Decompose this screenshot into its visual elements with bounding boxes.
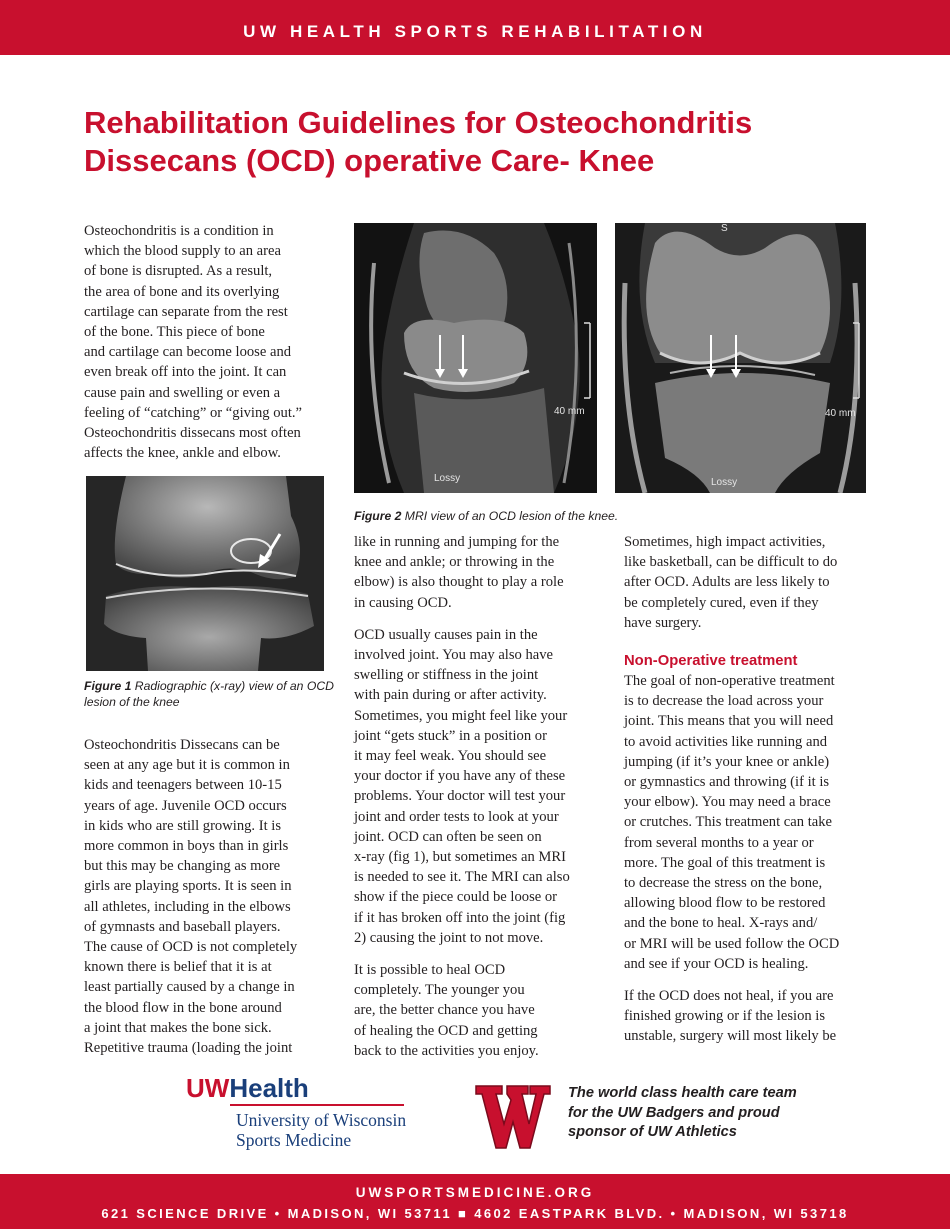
text-line: in kids who are still growing. It is xyxy=(84,817,282,834)
text-line: your elbow). You may need a brace xyxy=(624,794,831,811)
text-line: x-ray (fig 1), but sometimes an MRI xyxy=(354,849,566,866)
text-line: of healing the OCD and getting xyxy=(354,1022,538,1039)
text-line: completely. The younger you xyxy=(354,982,525,999)
text-line: involved joint. You may also have xyxy=(354,647,554,664)
logo-sub-line-2: Sports Medicine xyxy=(236,1130,352,1150)
text-line: Sometimes, high impact activities, xyxy=(624,534,826,550)
title-line-1: Rehabilitation Guidelines for Osteochondritis xyxy=(84,105,753,140)
text-line: knee and ankle; or throwing in the xyxy=(354,554,555,571)
text-line: Osteochondritis dissecans most often xyxy=(84,425,301,442)
mri-right-scale: 40 mm xyxy=(825,408,856,419)
text-line: or crutches. This treatment can take xyxy=(624,814,833,831)
caption-line: Radiographic (x-ray) view of an OCD xyxy=(134,679,334,693)
text-line: swelling or stiffness in the joint xyxy=(354,667,539,684)
footer-banner xyxy=(0,1174,950,1229)
text-line: which the blood supply to an area xyxy=(84,243,281,260)
text-line: If the OCD does not heal, if you are xyxy=(624,988,834,1005)
text-line: least partially caused by a change in xyxy=(84,979,295,996)
logo-uw: UW xyxy=(186,1073,230,1103)
text-line: more common in boys than in girls xyxy=(84,838,289,855)
text-line: is to decrease the load across your xyxy=(624,693,824,710)
text-line: be completely cured, even if they xyxy=(624,594,819,611)
text-line: Repetitive trauma (loading the joint xyxy=(84,1040,293,1057)
text-line: or MRI will be used follow the OCD xyxy=(624,935,840,952)
text-line: all athletes, including in the elbows xyxy=(84,898,291,915)
text-line: cause pain and swelling or even a xyxy=(84,384,281,401)
text-line: a joint that makes the bone sick. xyxy=(84,1019,272,1036)
header-banner: UW HEALTH SPORTS REHABILITATION xyxy=(0,0,950,55)
uw-health-wordmark xyxy=(186,1073,309,1103)
text-line: The goal of non-operative treatment xyxy=(624,673,835,690)
text-line: OCD usually causes pain in the xyxy=(354,626,538,643)
text-line: show if the piece could be loose or xyxy=(354,889,558,906)
text-line: jumping (if it’s your knee or ankle) xyxy=(624,753,830,770)
footer-website: UWSPORTSMEDICINE.ORG xyxy=(355,1185,595,1200)
text-line: with pain during or after activity. xyxy=(354,687,547,704)
text-line: it may feel weak. You should see xyxy=(354,748,547,765)
text-line: and see if your OCD is healing. xyxy=(624,955,809,972)
text-line: girls are playing sports. It is seen in xyxy=(84,878,292,895)
uw-health-logo xyxy=(186,1073,426,1157)
text-line: but this may be changing as more xyxy=(84,858,281,875)
page-title xyxy=(84,104,884,180)
logo-sub-line-1: University of Wisconsin xyxy=(236,1110,407,1130)
age-cause-paragraph xyxy=(84,735,334,1058)
figure-1-xray-image xyxy=(86,476,324,671)
text-line: to decrease the stress on the bone, xyxy=(624,875,823,892)
text-line: affects the knee, ankle and elbow. xyxy=(84,445,281,462)
text-line: even break off into the joint. It can xyxy=(84,364,287,381)
title-line-2: Dissecans (OCD) operative Care- Knee xyxy=(84,143,655,178)
text-line: joint. OCD can often be seen on xyxy=(354,828,542,845)
figure-2-caption xyxy=(354,508,874,524)
text-line: unstable, surgery will most likely be xyxy=(624,1028,837,1045)
text-line: elbow) is also thought to play a role xyxy=(354,574,564,591)
text-line: cartilage can separate from the rest xyxy=(84,303,288,320)
text-line: have surgery. xyxy=(624,614,702,631)
text-line: the area of bone and its overlying xyxy=(84,283,280,300)
text-line: in causing OCD. xyxy=(354,594,452,611)
text-line: more. The goal of this treatment is xyxy=(624,854,826,871)
footer-address: 621 SCIENCE DRIVE • MADISON, WI 53711 ■ 4602 EASTPARK BLVD. • MADISON, WI 53718 xyxy=(101,1206,849,1221)
text-line: joint and order tests to look at your xyxy=(354,808,559,825)
figure-1-caption xyxy=(84,678,334,710)
logo-subtitle xyxy=(236,1110,406,1150)
text-line: feeling of “catching” or “giving out.” xyxy=(84,404,303,421)
text-line: your doctor if you have any of these xyxy=(354,768,566,785)
figure-2-mri-coronal-image xyxy=(615,223,866,493)
text-line: and the bone to heal. X-rays and/ xyxy=(624,915,818,932)
text-line: is needed to see it. The MRI can also xyxy=(354,869,570,886)
mri-left-tag: Lossy xyxy=(434,473,461,484)
tagline-line: The world class health care team xyxy=(568,1085,797,1101)
text-line: of the bone. This piece of bone xyxy=(84,324,265,341)
text-line: Osteochondritis Dissecans can be xyxy=(84,737,280,753)
text-line: of bone is disrupted. As a result, xyxy=(84,263,273,280)
motion-w-logo-icon xyxy=(474,1080,552,1152)
tagline-line: sponsor of UW Athletics xyxy=(568,1124,737,1140)
text-line: back to the activities you enjoy. xyxy=(354,1042,539,1059)
tagline-line: for the UW Badgers and proud xyxy=(568,1104,780,1121)
text-line: allowing blood flow to be restored xyxy=(624,895,826,912)
text-line: Osteochondritis is a condition in xyxy=(84,223,274,239)
column-3-text xyxy=(624,532,874,1047)
figure-2-mri-sagittal-image xyxy=(354,223,597,493)
text-line: from several months to a year or xyxy=(624,834,814,851)
text-line: finished growing or if the lesion is xyxy=(624,1008,826,1025)
text-line: of gymnasts and baseball players. xyxy=(84,918,281,935)
sponsor-tagline xyxy=(568,1084,797,1143)
text-line: Sometimes, you might feel like your xyxy=(354,707,568,724)
text-line: or gymnastics and throwing (if it is xyxy=(624,774,830,791)
text-line: kids and teenagers between 10-15 xyxy=(84,777,282,794)
mri-right-tag: Lossy xyxy=(711,477,738,488)
text-line: and cartilage can become loose and xyxy=(84,344,292,361)
mri-right-marker: S xyxy=(721,223,728,234)
text-line: to avoid activities like running and xyxy=(624,733,828,750)
caption-line: lesion of the knee xyxy=(84,695,180,709)
text-line: It is possible to heal OCD xyxy=(354,962,506,979)
caption-text: MRI view of an OCD lesion of the knee. xyxy=(404,509,619,523)
text-line: after OCD. Adults are less likely to xyxy=(624,574,830,591)
figure-2-label: Figure 2 xyxy=(354,509,402,523)
text-line: years of age. Juvenile OCD occurs xyxy=(84,797,287,814)
text-line: like basketball, can be difficult to do xyxy=(624,554,838,571)
logo-health: Health xyxy=(229,1073,309,1103)
text-line: are, the better chance you have xyxy=(354,1002,535,1019)
column-2-text xyxy=(354,532,604,1061)
logo-divider xyxy=(230,1104,404,1106)
text-line: if it has broken off into the joint (fig xyxy=(354,909,566,926)
text-line: The cause of OCD is not completely xyxy=(84,939,298,956)
text-line: the blood flow in the bone around xyxy=(84,999,282,1016)
figure-1-label: Figure 1 xyxy=(84,679,132,693)
intro-paragraph xyxy=(84,221,334,463)
text-line: like in running and jumping for the xyxy=(354,534,560,550)
section-heading-non-operative: Non-Operative treatment xyxy=(624,653,798,670)
text-line: joint “gets stuck” in a position or xyxy=(354,727,547,744)
text-line: problems. Your doctor will test your xyxy=(354,788,566,805)
text-line: joint. This means that you will need xyxy=(624,713,834,730)
mri-left-scale: 40 mm xyxy=(554,406,585,417)
text-line: known there is belief that it is at xyxy=(84,959,272,976)
text-line: 2) causing the joint to not move. xyxy=(354,929,544,946)
text-line: seen at any age but it is common in xyxy=(84,757,290,774)
